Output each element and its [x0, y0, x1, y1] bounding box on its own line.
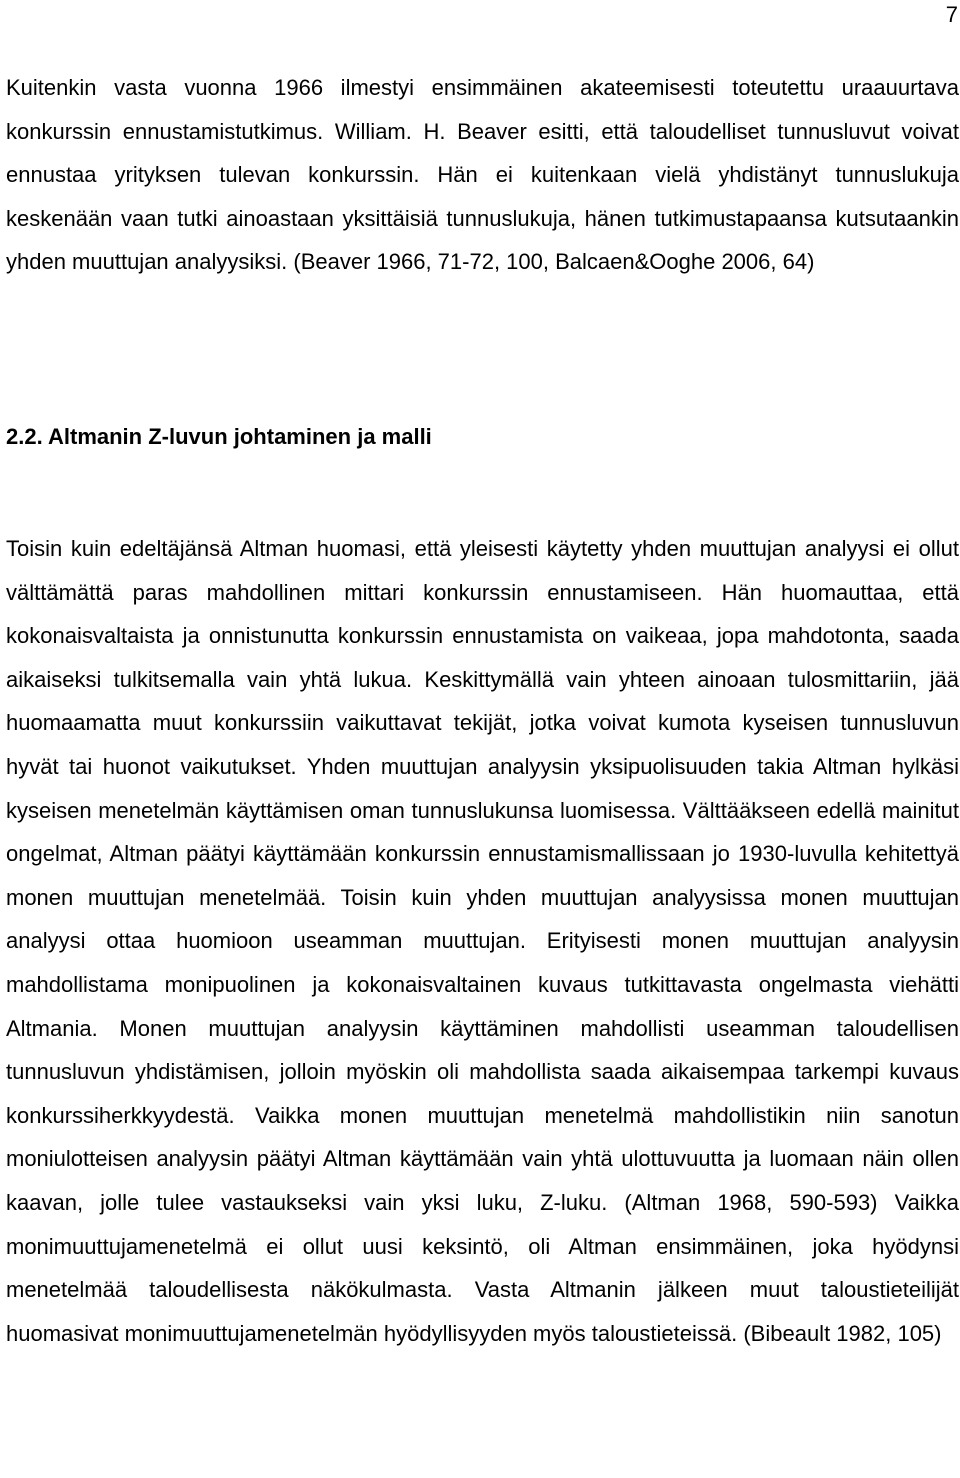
page-number: 7 [945, 2, 958, 27]
intro-paragraph: Kuitenkin vasta vuonna 1966 ilmestyi ensimmäinen akateemisesti toteutettu uraauurtava konkurssin ennustamistutkimus. William. H. Beaver esitti, että taloudelliset tunnusluvut voivat ennustaa yrityksen tulevan konkurssin. Hän ei kuitenkaan vielä yhdistänyt tunnuslukuja keskenään vaan tutki ainoastaan yksittäisiä tunnuslukuja, hänen tutkimustapaansa kutsutaankin yhden muuttujan analyysiksi. (Beaver 1966, 71-72, 100, Balcaen&Ooghe 2006, 64) [6, 75, 959, 275]
section-heading: 2.2. Altmanin Z-luvun johtaminen ja malli [6, 424, 432, 449]
section-paragraph: Toisin kuin edeltäjänsä Altman huomasi, että yleisesti käytetty yhden muuttujan analyysi ei ollut välttämättä paras mahdollinen mittari konkurssin ennustamiseen. Hän huomauttaa, että kokonaisvaltaista ja onnistunutta konkurssin ennustamista on vaikeaa, jopa mahdotonta, saada aikaiseksi tulkitsemalla vain yhtä lukua. Keskittymällä vain yhteen ainoaan tulosmittariin, jää huomaamatta muut konkurssiin vaikuttavat tekijät, jotka voivat kumota kyseisen tunnusluvun hyvät tai huonot vaikutukset. Yhden muuttujan analyysin yksipuolisuuden takia Altman hylkäsi kyseisen menetelmän käyttämisen oman tunnuslukunsa luomisessa. Välttääkseen edellä mainitut ongelmat, Altman päätyi käyttämään konkurssin ennustamismallissaan jo 1930-luvulla kehitettyä monen muuttujan menetelmää. Toisin kuin yhden muuttujan analyysissa monen muuttujan analyysi ottaa huomioon useamman muuttujan. Erityisesti monen muuttujan analyysin mahdollistama monipuolinen ja kokonaisvaltainen kuvaus tutkittavasta ongelmasta viehätti Altmania. Monen muuttujan analyysin käyttäminen mahdollisti useamman taloudellisen tunnusluvun yhdistämisen, jolloin myöskin oli mahdollista saada aikaisempaa tarkempi kuvaus konkurssiherkkyydestä. Vaikka monen muuttujan menetelmä mahdollistikin niin sanotun moniulotteisen analyysin päätyi Altman käyttämään vain yhtä ulottuvuutta ja luomaan näin ollen kaavan, jolle tulee vastaukseksi vain yksi luku, Z-luku. (Altman 1968, 590-593) Vaikka monimuuttujamenetelmä ei ollut uusi keksintö, oli Altman ensimmäinen, joka hyödynsi menetelmää taloudellisesta näkökulmasta. Vasta Altmanin jälkeen muut taloustieteilijät huomasivat monimuuttujamenetelmän hyödyllisyyden myös taloustieteissä. (Bibeault 1982, 105) [6, 536, 959, 1346]
